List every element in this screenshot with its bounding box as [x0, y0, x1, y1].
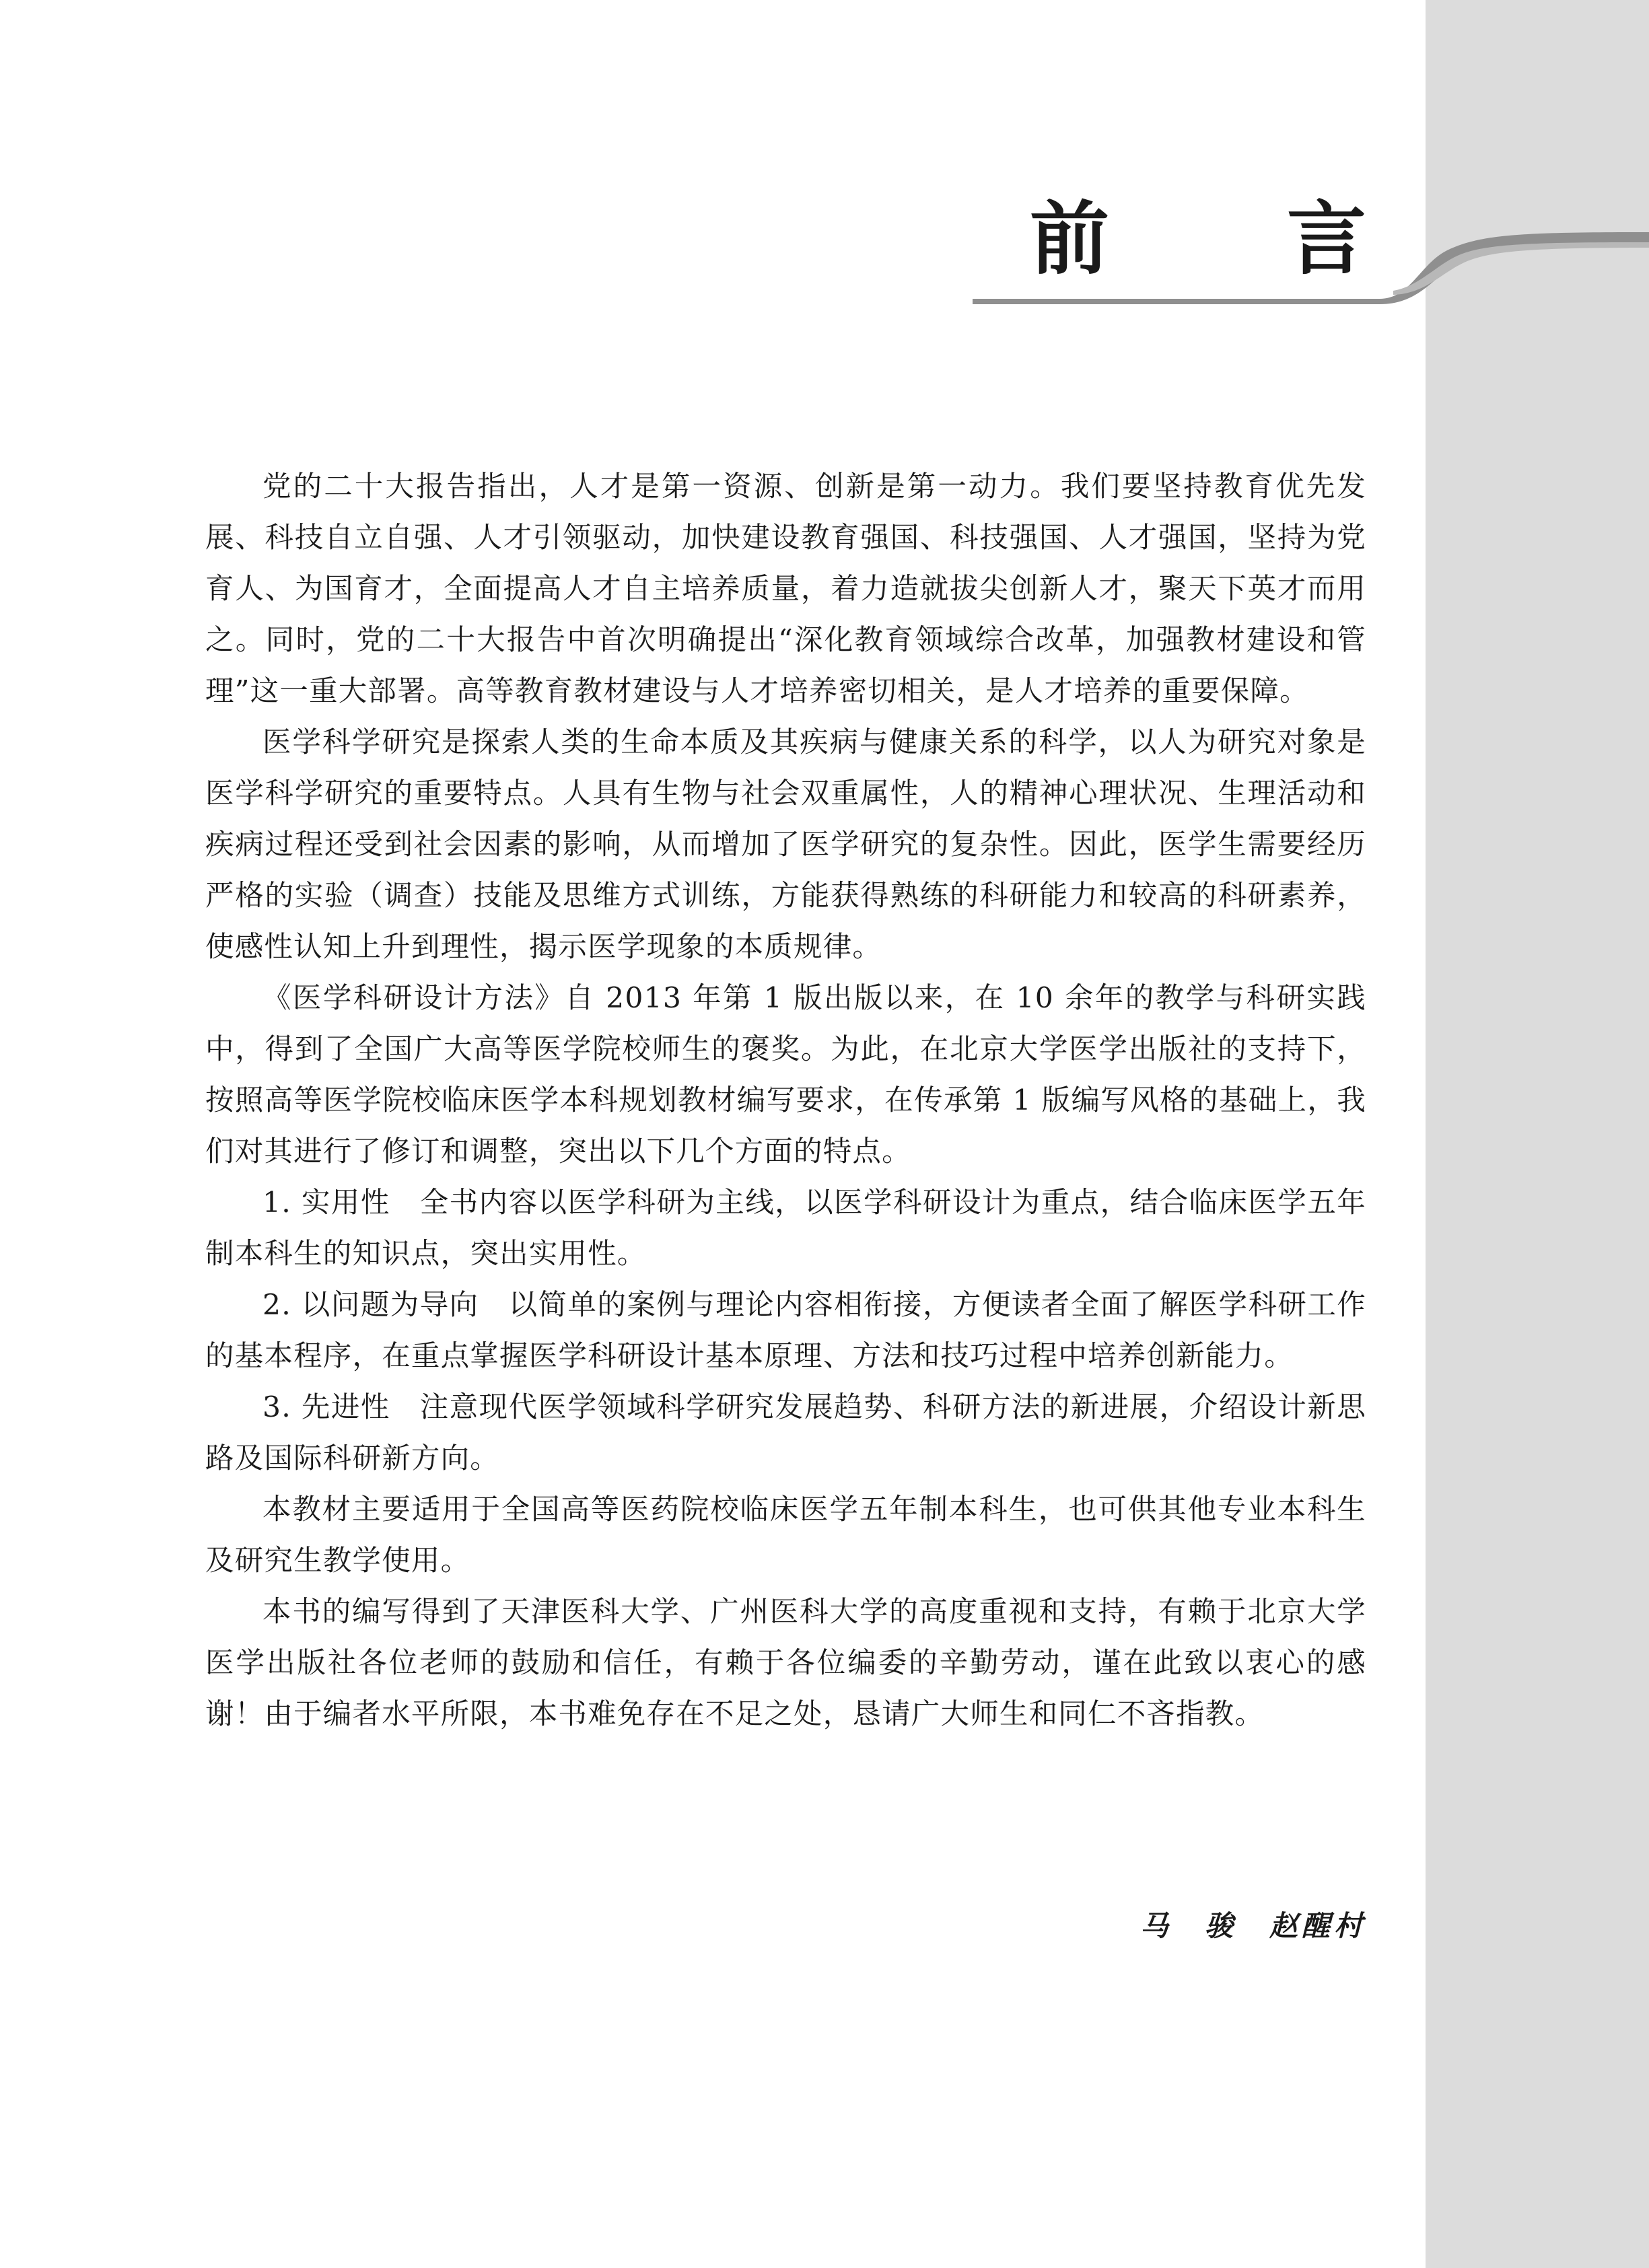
page-title-char-1: 前 — [1030, 192, 1110, 285]
page-title-char-2: 言 — [1286, 192, 1366, 285]
page-title — [1030, 192, 1366, 286]
paragraph-7: 本教材主要适用于全国高等医药院校临床医学五年制本科生，也可供其他专业本科生及研究生教学使用。 — [205, 1493, 1366, 1578]
title-swoosh-decoration — [0, 0, 1649, 323]
paragraph-8: 本书的编写得到了天津医科大学、广州医科大学的高度重视和支持，有赖于北京大学医学出版社各位老师的鼓励和信任，有赖于各位编委的辛勤劳动，谨在此致以衷心的感谢！由于编者水平所限，本书难免存在不足之处，恳请广大师生和同仁不吝指教。 — [205, 1596, 1366, 1731]
paragraph-6: 3. 先进性 注意现代医学领域科学研究发展趋势、科研方法的新进展，介绍设计新思路及国际科研新方向。 — [205, 1391, 1366, 1475]
paragraph-2: 医学科学研究是探索人类的生命本质及其疾病与健康关系的科学，以人为研究对象是医学科学研究的重要特点。人具有生物与社会双重属性，人的精神心理状况、生理活动和疾病过程还受到社会因素的影响，从而增加了医学研究的复杂性。因此，医学生需要经历严格的实验（调查）技能及思维方式训练，方能获得熟练的科研能力和较高的科研素养，使感性认知上升到理性，揭示医学现象的本质规律。 — [205, 726, 1366, 964]
paragraph-3: 《医学科研设计方法》自 2013 年第 1 版出版以来，在 10 余年的教学与科研实践中，得到了全国广大高等医学院校师生的褒奖。为此，在北京大学医学出版社的支持下，按照高等医学院校临床医学本科规划教材编写要求，在传承第 1 版编写风格的基础上，我们对其进行了修订和调整，突出以下几个方面的特点。 — [205, 982, 1366, 1168]
author-byline: 马 骏 赵醒村 — [1139, 1909, 1366, 1942]
preface-body — [205, 462, 1366, 1740]
paragraph-4: 1. 实用性 全书内容以医学科研为主线，以医学科研设计为重点，结合临床医学五年制本科生的知识点，突出实用性。 — [205, 1186, 1366, 1271]
side-band — [1426, 0, 1649, 2268]
paragraph-5: 2. 以问题为导向 以简单的案例与理论内容相衔接，方便读者全面了解医学科研工作的基本程序，在重点掌握医学科研设计基本原理、方法和技巧过程中培养创新能力。 — [205, 1289, 1366, 1373]
paragraph-1: 党的二十大报告指出，人才是第一资源、创新是第一动力。我们要坚持教育优先发展、科技自立自强、人才引领驱动，加快建设教育强国、科技强国、人才强国，坚持为党育人、为国育才，全面提高人才自主培养质量，着力造就拔尖创新人才，聚天下英才而用之。同时，党的二十大报告中首次明确提出“深化教育领域综合改革，加强教材建设和管理”这一重大部署。高等教育教材建设与人才培养密切相关，是人才培养的重要保障。 — [205, 470, 1366, 708]
